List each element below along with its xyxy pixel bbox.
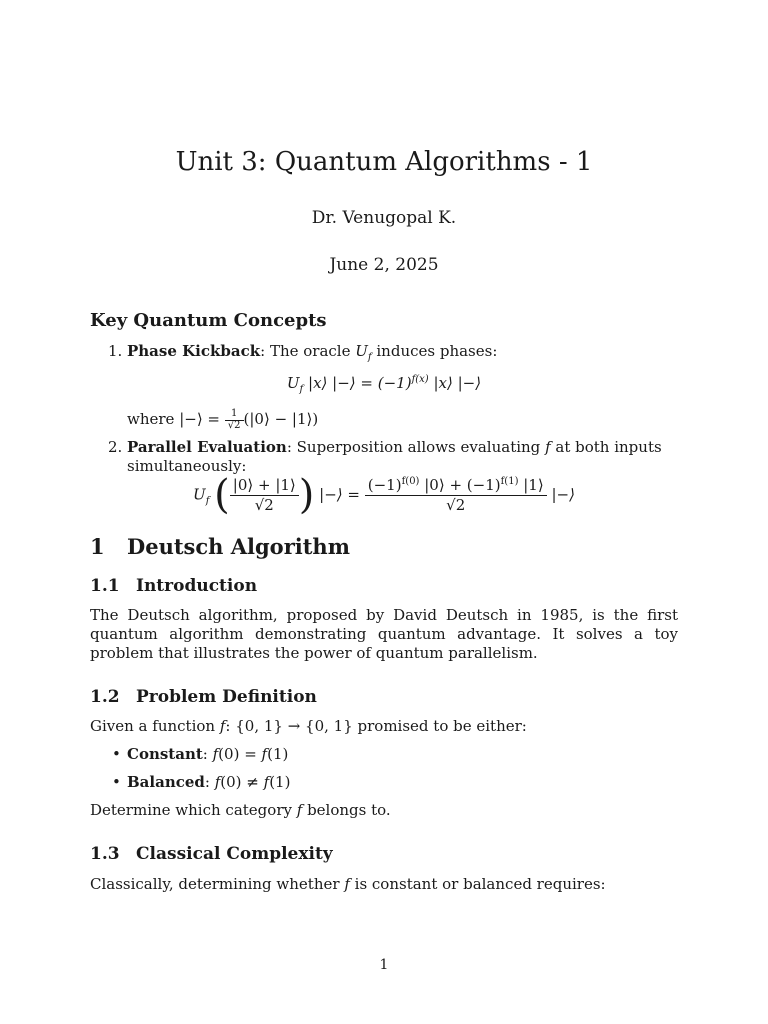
minus-state-definition: where |−⟩ = $\frac{1}{√2}$ (|0⟩ − |1⟩)	[127, 408, 319, 431]
document-date: June 2, 2025	[329, 255, 439, 275]
section-title: Deutsch Algorithm	[127, 534, 350, 559]
subsection-title: Classical Complexity	[136, 844, 333, 864]
subsection-heading	[90, 687, 678, 709]
concept-label: Phase Kickback	[127, 342, 261, 360]
phase-kickback-equation: $U_f$ |x⟩ |−⟩ = $(-1)^{f(x)}$ |x⟩ |−⟩	[286, 374, 482, 395]
problem-intro: Given a function f: {0, 1} → {0, 1} promised to be either:	[90, 717, 527, 735]
subsection-heading	[90, 844, 678, 866]
page-number: 1	[379, 957, 389, 973]
parallel-evaluation-equation: $U_f$ ( $\frac{|0⟩ + |1⟩}{√2}$ ) |−⟩ = $\frac{(-1)^{f(0)} |0⟩ + (-1)^{f(1)} |1⟩}{√2}$ |−⟩	[193, 472, 575, 518]
document-title: Unit 3: Quantum Algorithms - 1	[175, 147, 593, 177]
document-page: Unit 3: Quantum Algorithms - 1 Dr. Venugopal K. June 2, 2025 Key Quantum Concepts 1. Phase Kickback: The oracle $U_f$ induces phases: $U_f$ |x⟩ |−⟩ = $(-1)^{f(x)}$ |x⟩ |−⟩ where |−⟩ = $\frac{1}{√2}$ (|0⟩ − |1⟩) 2. Parallel Evaluation: Superposition allows evaluating f at both inputs simultaneously: $U_f$ ( $\frac{|0⟩ + |1⟩}{√2}$ ) |−⟩ = $\frac{(-1)^{f(0)} |0⟩ + (-1)^{f(1)} |1⟩}{√2}$ |−⟩ 1 Deutsch Algorithm 1.1 Introduction The Deutsch algorithm, proposed by David Deutsch in 1985, is the first quantum algorithm demonstrating quantum advantage. It solves a toy problem that illustrates the power of quantum parallelism. 1.2 Problem Definition Given a function f: {0, 1} → {0, 1} promised to be either: • Constant: f(0) = f(1) • Balanced: f(0) ≠ f(1) Determine which category f belongs to. 1.3 Classical Complexity Classically, determining whether f is constant or balanced requires: 1	[0, 0, 768, 1024]
list-number: 1.	[108, 342, 123, 360]
concept-text: Parallel Evaluation: Superposition allows evaluating f at both inputs simultaneously:	[127, 438, 662, 476]
list-number: 2.	[108, 438, 123, 456]
subsection-number: 1.2	[90, 687, 120, 707]
subsection-title: Problem Definition	[136, 687, 317, 707]
section-number: 1	[90, 534, 105, 559]
problem-outro: Determine which category f belongs to.	[90, 801, 391, 819]
introduction-paragraph: The Deutsch algorithm, proposed by David Deutsch in 1985, is the first quantum algorithm demonstrating quantum advantage. It solves a toy problem that illustrates the power of quantum parallelism.	[90, 606, 678, 663]
section-heading	[90, 534, 678, 561]
document-author: Dr. Venugopal K.	[311, 208, 457, 228]
concept-label: Parallel Evaluation	[127, 438, 287, 456]
subsection-number: 1.1	[90, 576, 120, 596]
bullet-label: Balanced	[127, 773, 205, 791]
classical-complexity-paragraph: Classically, determining whether f is constant or balanced requires:	[90, 875, 606, 893]
subsection-heading	[90, 576, 678, 598]
concept-text: Phase Kickback: The oracle $U_f$ induces phases:	[127, 342, 498, 363]
key-concepts-heading: Key Quantum Concepts	[90, 310, 327, 331]
subsection-title: Introduction	[136, 576, 258, 596]
subsection-number: 1.3	[90, 844, 120, 864]
bullet-label: Constant	[127, 745, 203, 763]
